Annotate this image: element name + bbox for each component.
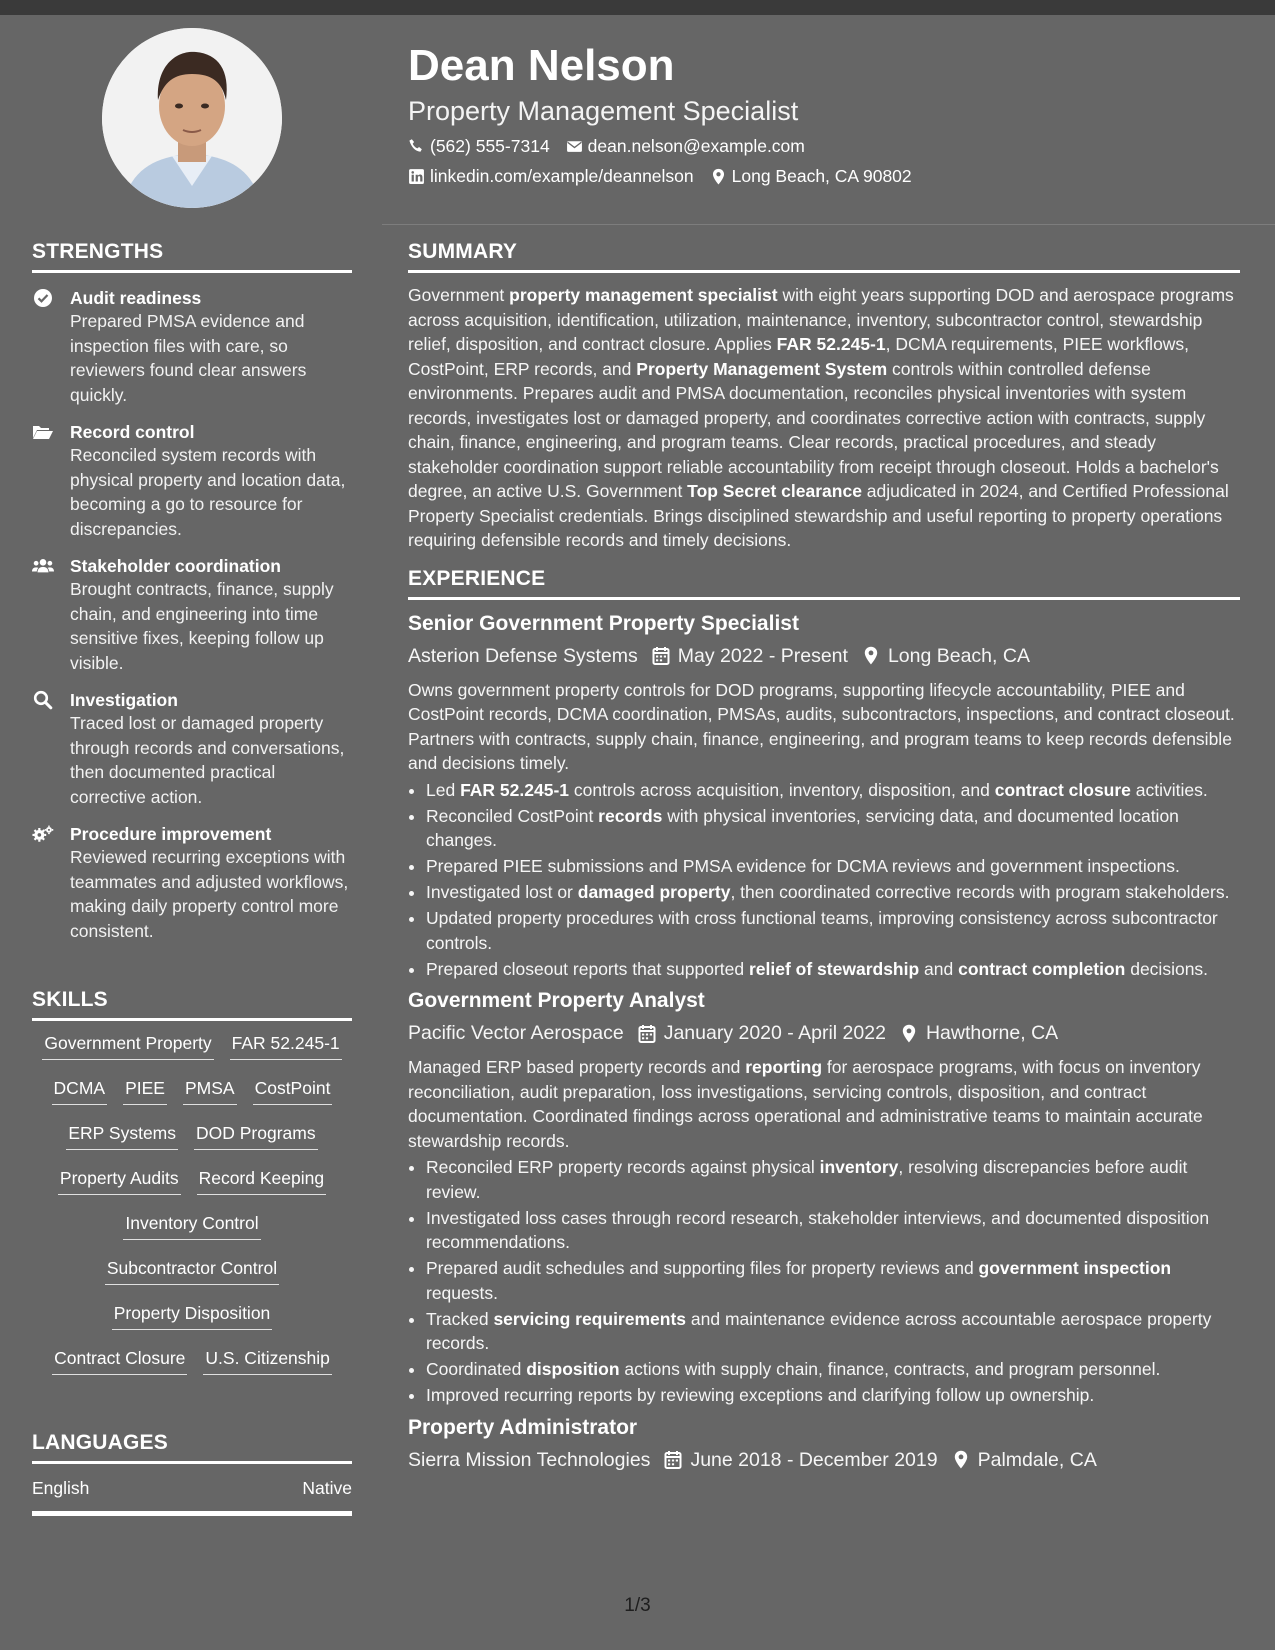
- skills-list: [32, 1021, 352, 1391]
- page-indicator: 1/3: [624, 1595, 651, 1616]
- job-bullets: [408, 778, 1240, 982]
- map-pin-icon: [862, 646, 880, 665]
- avatar-portrait-image: [102, 28, 282, 208]
- strengths-heading: STRENGTHS: [32, 240, 352, 273]
- experience-list: [408, 610, 1240, 1474]
- strength-description: Traced lost or damaged property through records and conversations, then documented practical corrective action.: [70, 713, 345, 807]
- job-meta: [408, 642, 1240, 670]
- strength-title: Investigation: [70, 690, 178, 710]
- job-bullet: • Prepared PIEE submissions and PMSA evidence for DCMA reviews and government inspections.: [426, 854, 1240, 879]
- language-row: [32, 1478, 352, 1516]
- job-bullet: • Tracked servicing requirements and maintenance evidence across accountable aerospace property records.: [426, 1307, 1240, 1356]
- gears-icon: [32, 824, 54, 844]
- job-title: Property Administrator: [408, 1415, 638, 1439]
- job-bullet: • Improved recurring reports by reviewing exceptions and clarifying follow up ownership.: [426, 1383, 1240, 1408]
- strengths-list: [32, 287, 352, 943]
- users-icon: [32, 556, 54, 576]
- main-content: [408, 240, 1240, 1482]
- strength-description: Reconciled system records with physical property and location data, becoming a go to resource for discrepancies.: [70, 445, 346, 539]
- job-entry: [408, 1414, 1240, 1474]
- summary-text: Government property management specialist with eight years supporting DOD and aerospace programs across acquisition, identification, utilization, maintenance, inventory, subcontractor control, stewardship relief, disposition, and contract closure. Applies FAR 52.245-1, DCMA requirements, PIEE workflows, CostPoint, ERP records, and Property Management System controls within controlled defense environments. Prepares audit and PMSA documentation, reconciles physical inventories with system records, investigates lost or damaged property, and coordinates corrective action with contracts, supply chain, finance, engineering, and program teams. Clear records, practical procedures, and steady stakeholder coordination support reliable accountability from receipt through closeout. Holds a bachelor's degree, an active U.S. Government Top Secret clearance adjudicated in 2024, and Certified Professional Property Specialist credentials. Brings disciplined stewardship and useful reporting to property operations requiring defensible records and timely decisions.: [408, 285, 1234, 550]
- job-bullet: • Prepared closeout reports that supported relief of stewardship and contract completion decisions.: [426, 957, 1240, 982]
- location-contact: [710, 164, 912, 188]
- skill-tag: Property Audits: [58, 1166, 181, 1195]
- skill-row: [32, 1031, 352, 1076]
- linkedin-url: linkedin.com/example/deannelson: [430, 166, 694, 186]
- skill-tag: Property Disposition: [112, 1301, 273, 1330]
- language-name: English: [32, 1478, 90, 1498]
- job-location: Long Beach, CA: [887, 644, 1030, 667]
- strength-title: Record control: [70, 422, 195, 442]
- job-dates: June 2018 - December 2019: [690, 1448, 938, 1471]
- job-title: Senior Government Property Specialist: [408, 611, 799, 635]
- skill-tag: PIEE: [123, 1076, 167, 1105]
- strength-item: [32, 823, 352, 943]
- email-address: dean.nelson@example.com: [587, 136, 805, 156]
- skill-tag: FAR 52.245-1: [230, 1031, 342, 1060]
- avatar: [102, 28, 282, 208]
- map-pin-icon: [952, 1450, 970, 1469]
- calendar-icon: [638, 1024, 656, 1043]
- skill-row: [32, 1121, 352, 1166]
- phone-number: (562) 555-7314: [430, 136, 550, 156]
- envelope-icon: [566, 138, 583, 155]
- location-text: Long Beach, CA 90802: [731, 166, 912, 186]
- job-meta: [408, 1446, 1240, 1474]
- strength-description: Brought contracts, finance, supply chain, and engineering into time sensitive fixes, keeping follow up visible.: [70, 579, 334, 673]
- email-contact[interactable]: [566, 134, 805, 158]
- skill-tag: Subcontractor Control: [105, 1256, 279, 1285]
- calendar-icon: [664, 1450, 682, 1469]
- skill-tag: U.S. Citizenship: [203, 1346, 332, 1375]
- job-company: Pacific Vector Aerospace: [408, 1022, 624, 1044]
- job-bullet: • Reconciled ERP property records against physical inventory, resolving discrepancies before audit review.: [426, 1155, 1240, 1204]
- header-divider: [382, 224, 1275, 225]
- phone-icon: [408, 138, 425, 155]
- job-title: Government Property Analyst: [408, 989, 705, 1012]
- search-icon: [32, 690, 54, 710]
- job-meta: [408, 1019, 1240, 1047]
- skill-tag: Inventory Control: [123, 1211, 260, 1240]
- languages-section: [32, 1431, 352, 1516]
- strengths-section: [32, 240, 352, 943]
- resume-header: [408, 40, 1238, 188]
- skills-section: [32, 988, 352, 1391]
- job-bullets: [408, 1155, 1240, 1408]
- job-entry: [408, 987, 1240, 1408]
- skill-tag: DOD Programs: [194, 1121, 318, 1150]
- job-company: Asterion Defense Systems: [408, 644, 638, 667]
- linkedin-contact[interactable]: [408, 164, 694, 188]
- skill-row: [32, 1301, 352, 1346]
- skill-tag: CostPoint: [253, 1076, 333, 1105]
- job-location: Hawthorne, CA: [925, 1022, 1059, 1044]
- candidate-name: Dean Nelson: [408, 41, 675, 90]
- skill-tag: DCMA: [52, 1076, 108, 1105]
- strength-title: Stakeholder coordination: [70, 556, 281, 576]
- strength-item: [32, 421, 352, 541]
- contact-line-1: [408, 134, 1238, 158]
- job-bullet: • Investigated lost or damaged property, then coordinated corrective records with program stakeholders.: [426, 880, 1240, 905]
- job-bullet: • Coordinated disposition actions with supply chain, finance, contracts, and program personnel.: [426, 1357, 1240, 1382]
- candidate-title: Property Management Specialist: [408, 96, 799, 126]
- job-dates: January 2020 - April 2022: [663, 1022, 886, 1044]
- check-circle-icon: [32, 288, 54, 308]
- skills-heading: SKILLS: [32, 988, 352, 1021]
- skill-tag: Government Property: [42, 1031, 213, 1060]
- phone-contact[interactable]: [408, 134, 550, 158]
- summary-heading: SUMMARY: [408, 240, 1240, 273]
- job-summary: Managed ERP based property records and reporting for aerospace programs, with focus on inventory reconciliation, audit preparation, loss investigations, servicing controls, disposition, and contract documentation. Coordinated findings across operational and administrative teams to maintain accurate stewardship records.: [408, 1057, 1203, 1151]
- skill-row: [32, 1166, 352, 1211]
- job-summary: Owns government property controls for DOD programs, supporting lifecycle accountability, PIEE and CostPoint records, DCMA coordination, PMSAs, audits, subcontractors, inspections, and contract closeout. Partners with contracts, supply chain, finance, engineering, and program teams to keep records defensible and decisions timely.: [408, 679, 1235, 773]
- skill-row: [32, 1076, 352, 1121]
- calendar-icon: [652, 646, 670, 665]
- strength-item: [32, 287, 352, 407]
- strength-title: Audit readiness: [70, 288, 202, 308]
- skill-row: [32, 1346, 352, 1391]
- strength-item: [32, 555, 352, 675]
- job-location: Palmdale, CA: [977, 1448, 1097, 1471]
- job-company: Sierra Mission Technologies: [408, 1448, 651, 1471]
- job-bullet: • Investigated loss cases through record research, stakeholder interviews, and documented disposition recommendations.: [426, 1206, 1240, 1255]
- top-bar: [0, 0, 1275, 15]
- strength-title: Procedure improvement: [70, 824, 272, 844]
- linkedin-icon: [408, 168, 425, 185]
- languages-heading: LANGUAGES: [32, 1431, 352, 1464]
- job-bullet: • Reconciled CostPoint records with physical inventories, servicing data, and documented location changes.: [426, 804, 1240, 853]
- skill-tag: ERP Systems: [66, 1121, 178, 1150]
- skill-tag: PMSA: [183, 1076, 237, 1105]
- skill-tag: Contract Closure: [52, 1346, 187, 1375]
- job-bullet: • Updated property procedures with cross functional teams, improving consistency across subcontractor controls.: [426, 906, 1240, 955]
- strength-description: Prepared PMSA evidence and inspection files with care, so reviewers found clear answers quickly.: [70, 311, 307, 405]
- job-bullet: • Led FAR 52.245-1 controls across acquisition, inventory, disposition, and contract closure activities.: [426, 778, 1240, 803]
- skill-row: [32, 1211, 352, 1256]
- job-bullet: • Prepared audit schedules and supporting files for property reviews and government inspection requests.: [426, 1256, 1240, 1305]
- experience-heading: EXPERIENCE: [408, 567, 1240, 600]
- job-entry: [408, 610, 1240, 982]
- folder-open-icon: [32, 422, 54, 442]
- strength-item: [32, 689, 352, 809]
- language-level: Native: [302, 1478, 352, 1498]
- map-pin-icon: [900, 1024, 918, 1043]
- skill-tag: Record Keeping: [197, 1166, 327, 1195]
- strength-description: Reviewed recurring exceptions with teammates and adjusted workflows, making daily property control more consistent.: [70, 847, 349, 941]
- map-pin-icon: [710, 168, 727, 185]
- job-dates: May 2022 - Present: [677, 644, 848, 667]
- skill-row: [32, 1256, 352, 1301]
- contact-line-2: [408, 164, 1238, 188]
